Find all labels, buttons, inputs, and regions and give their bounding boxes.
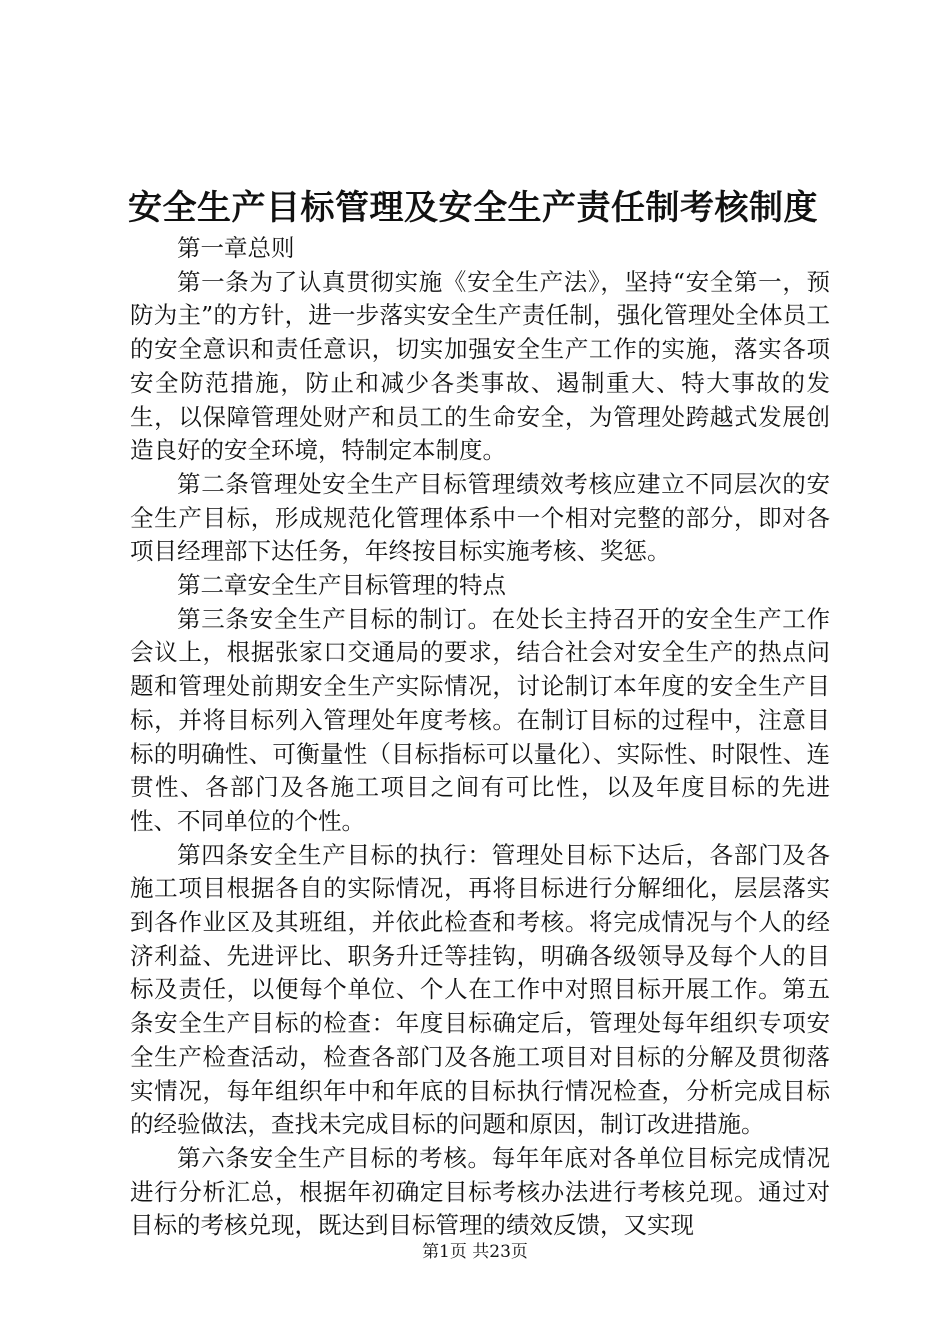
document-body xyxy=(130,232,830,1243)
chapter-heading: 第一章总则 xyxy=(177,234,295,262)
article-paragraph: 第三条安全生产目标的制订。在处长主持召开的安全生产工作会议上，根据张家口交通局的要求，结合社会对安全生产的热点问题和管理处前期安全生产实际情况，讨论制订本年度的安全生产目标，并将目标列入管理处年度考核。在制订目标的过程中，注意目标的明确性、可衡量性（目标指标可以量化）、实际性、时限性、连贯性、各部门及各施工项目之间有可比性，以及年度目标的先进性、不同单位的个性。 xyxy=(130,604,830,835)
chapter-heading: 第二章安全生产目标管理的特点 xyxy=(177,571,506,600)
article-paragraph: 第一条为了认真贯彻实施《安全生产法》，坚持“安全第一，预防为主”的方针，进一步落实安全生产责任制，强化管理处全体员工的安全意识和责任意识，切实加强安全生产工作的实施，落实各项安全防范措施，防止和减少各类事故、遏制重大、特大事故的发生，以保障管理处财产和员工的生命安全，为管理处跨越式发展创造良好的安全环境，特制定本制度。 xyxy=(130,267,830,465)
document-title: 安全生产目标管理及安全生产责任制考核制度 xyxy=(128,188,818,228)
article-paragraph: 第六条安全生产目标的考核。每年年底对各单位目标完成情况进行分析汇总，根据年初确定目标考核办法进行考核兑现。通过对目标的考核兑现，既达到目标管理的绩效反馈，又实现 xyxy=(130,1143,830,1240)
article-paragraph: 第二条管理处安全生产目标管理绩效考核应建立不同层次的安全生产目标，形成规范化管理体系中一个相对完整的部分，即对各项目经理部下达任务，年终按目标实施考核、奖惩。 xyxy=(130,469,830,566)
page-number-footer: 第1页 共23页 xyxy=(422,1242,528,1262)
article-paragraph: 第四条安全生产目标的执行：管理处目标下达后，各部门及各施工项目根据各自的实际情况，再将目标进行分解细化，层层落实到各作业区及其班组，并依此检查和考核。将完成情况与个人的经济利益、先进评比、职务升迁等挂钩，明确各级领导及每个人的目标及责任，以便每个单位、个人在工作中对照目标开展工作。第五条安全生产目标的检查：年度目标确定后，管理处每年组织专项安全生产检查活动，检查各部门及各施工项目对目标的分解及贯彻落实情况，每年组织年中和年底的目标执行情况检查，分析完成目标的经验做法，查找未完成目标的问题和原因，制订改进措施。 xyxy=(130,840,830,1139)
